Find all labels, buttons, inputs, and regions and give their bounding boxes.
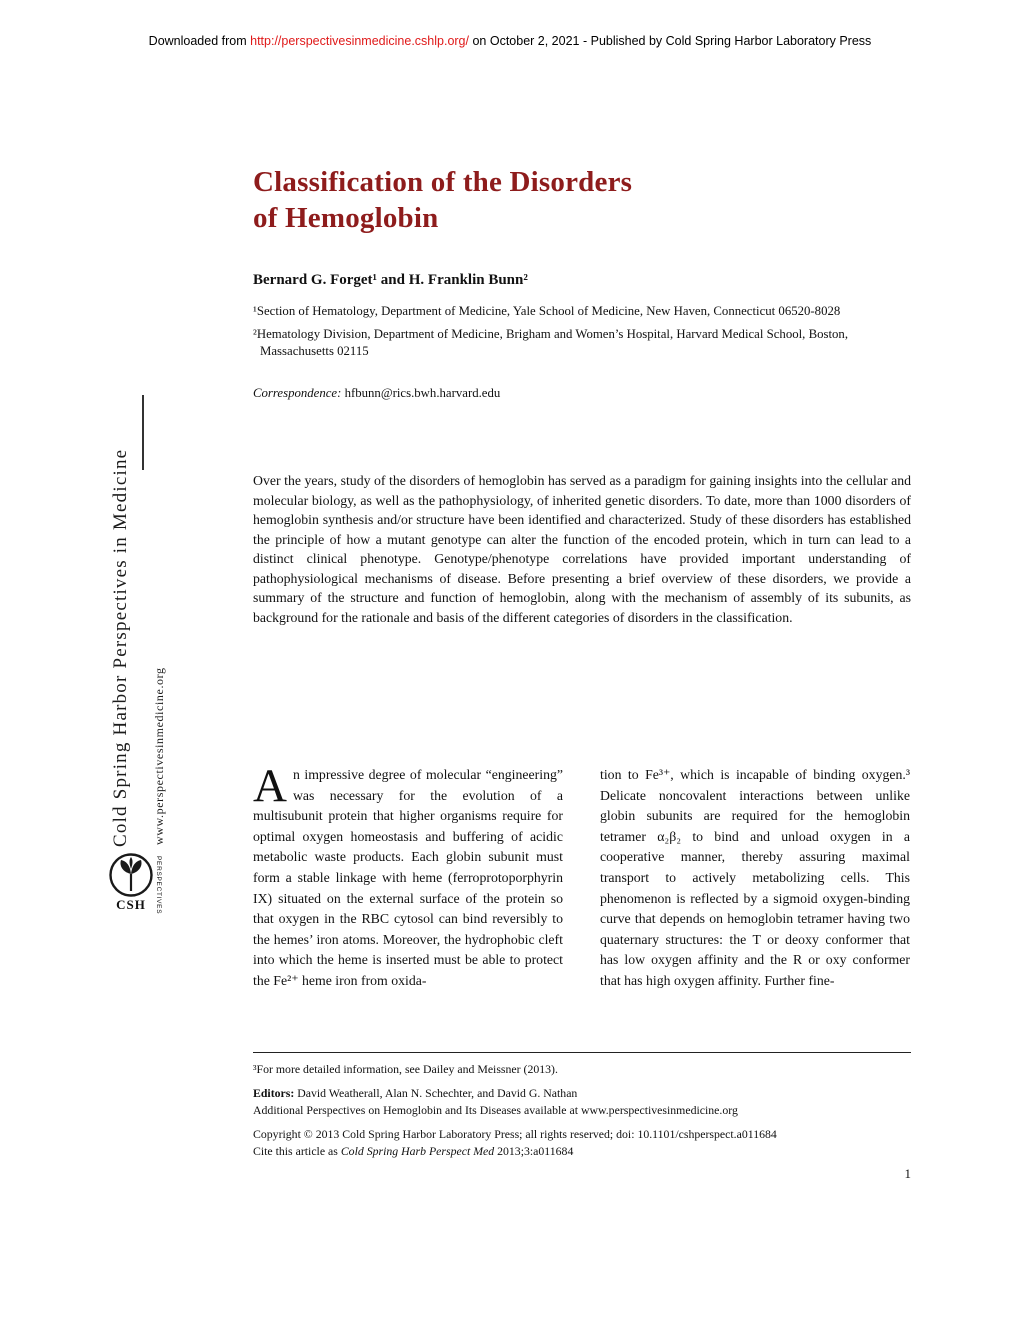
footnote-citation [253, 1143, 911, 1160]
cshl-logo [108, 852, 178, 913]
affiliations-block [253, 303, 893, 366]
journal-name-vertical: Cold Spring Harbor Perspectives in Medicine [110, 448, 131, 847]
banner-suffix: on October 2, 2021 - Published by Cold Spring Harbor Laboratory Press [469, 34, 872, 48]
body-column-right-text: tion to Fe³⁺, which is incapable of binding oxygen.³ Delicate noncovalent interactions between unlike globin subunits are required for the hemoglobin tetramer α₂β₂ to bind and unload oxygen in a cooperative manner, thereby assuring maximal transport to actively metabolizing cells. This phenomenon is reflected by a sigmoid oxygen-binding curve that depends on hemoglobin tetramer having two quaternary structures: the T or deoxy conformer that has low oxygen affinity and the R or oxy conformer that has high oxygen affinity. Further fine- [600, 767, 910, 988]
footnote-3: ³For more detailed information, see Dailey and Meissner (2013). [253, 1062, 558, 1076]
footnote-copyright: Copyright © 2013 Cold Spring Harbor Laboratory Press; all rights reserved; doi: 10.1101/cshperspect.a011684 [253, 1127, 777, 1141]
correspondence-line [253, 386, 911, 401]
banner-prefix: Downloaded from [148, 34, 251, 48]
correspondence-email: hfbunn@rics.bwh.harvard.edu [341, 386, 501, 400]
editors-label: Editors: [253, 1086, 295, 1100]
citation-journal: Cold Spring Harb Perspect Med [340, 1144, 495, 1158]
citation-suffix: 2013;3:a011684 [494, 1144, 574, 1158]
body-column-right [600, 765, 910, 992]
download-banner [0, 34, 1020, 48]
logo-perspectives-label: PERSPECTIVES [155, 856, 162, 915]
article-title [253, 164, 911, 236]
csh-logo-icon [108, 852, 154, 898]
footnote-editors [253, 1085, 911, 1102]
article-title-line1: Classification of the Disorders [253, 166, 633, 198]
footnotes-block [253, 1061, 911, 1160]
footnote-rule [253, 1052, 911, 1053]
citation-prefix: Cite this article as [253, 1144, 341, 1158]
dropcap: A [253, 760, 287, 812]
editors-text: David Weatherall, Alan N. Schechter, and David G. Nathan [294, 1086, 578, 1100]
page-number: 1 [904, 1166, 911, 1181]
authors-line: Bernard G. Forget¹ and H. Franklin Bunn² [253, 272, 528, 288]
source-url-link[interactable]: http://perspectivesinmedicine.cshlp.org/ [250, 34, 469, 48]
article-title-line2: of Hemoglobin [253, 202, 439, 234]
affiliation-2: ²Hematology Division, Department of Medicine, Brigham and Women’s Hospital, Harvard Medical School, Boston, Massachusetts 02115 [253, 326, 849, 358]
abstract-paragraph: Over the years, study of the disorders of hemoglobin has served as a paradigm for gaining insights into the cellular and molecular biology, as well as the pathophysiology, of inherited genetic disorders. To date, more than 1000 disorders of hemoglobin synthesis and/or structure have been identified and characterized. Study of these disorders has established the principle of how a mutant genotype can alter the function of the encoded protein, which in turn can lead to a distinct clinical phenotype. Genotype/phenotype correlations have provided important understanding of pathophysiological mechanisms of disease. Before presenting a brief overview of these disorders, we provide a summary of the structure and function of hemoglobin, along with the mechanism of assembly of its subunits, as background for the rationale and basis of the different categories of disorders in the classification. [253, 473, 911, 625]
affiliation-1: ¹Section of Hematology, Department of Medicine, Yale School of Medicine, New Haven, Connecticut 06520-8028 [253, 304, 841, 318]
body-column-left-text: n impressive degree of molecular “engineering” was necessary for the evolution of a multisubunit protein that higher organisms require for optimal oxygen homeostasis and buffering of acidic metabolic waste products. Each globin subunit must form a stable linkage with heme (ferroprotoporphyrin IX) situated on the external surface of the protein so that oxygen in the RBC cytosol can bind reversibly to the hemes’ iron atoms. Moreover, the hydrophobic cleft into which the heme is inserted must be able to protect the Fe²⁺ heme iron from oxida- [253, 767, 563, 988]
logo-csh-label: CSH [116, 897, 146, 912]
journal-url-vertical: www.perspectivesinmedicine.org [152, 667, 166, 845]
footnote-additional-perspectives: Additional Perspectives on Hemoglobin and Its Diseases available at www.perspectivesinmedicine.org [253, 1103, 738, 1117]
body-column-left [253, 760, 563, 992]
body-columns [253, 760, 911, 992]
sidebar-rule [142, 395, 144, 470]
correspondence-label: Correspondence: [253, 386, 342, 400]
